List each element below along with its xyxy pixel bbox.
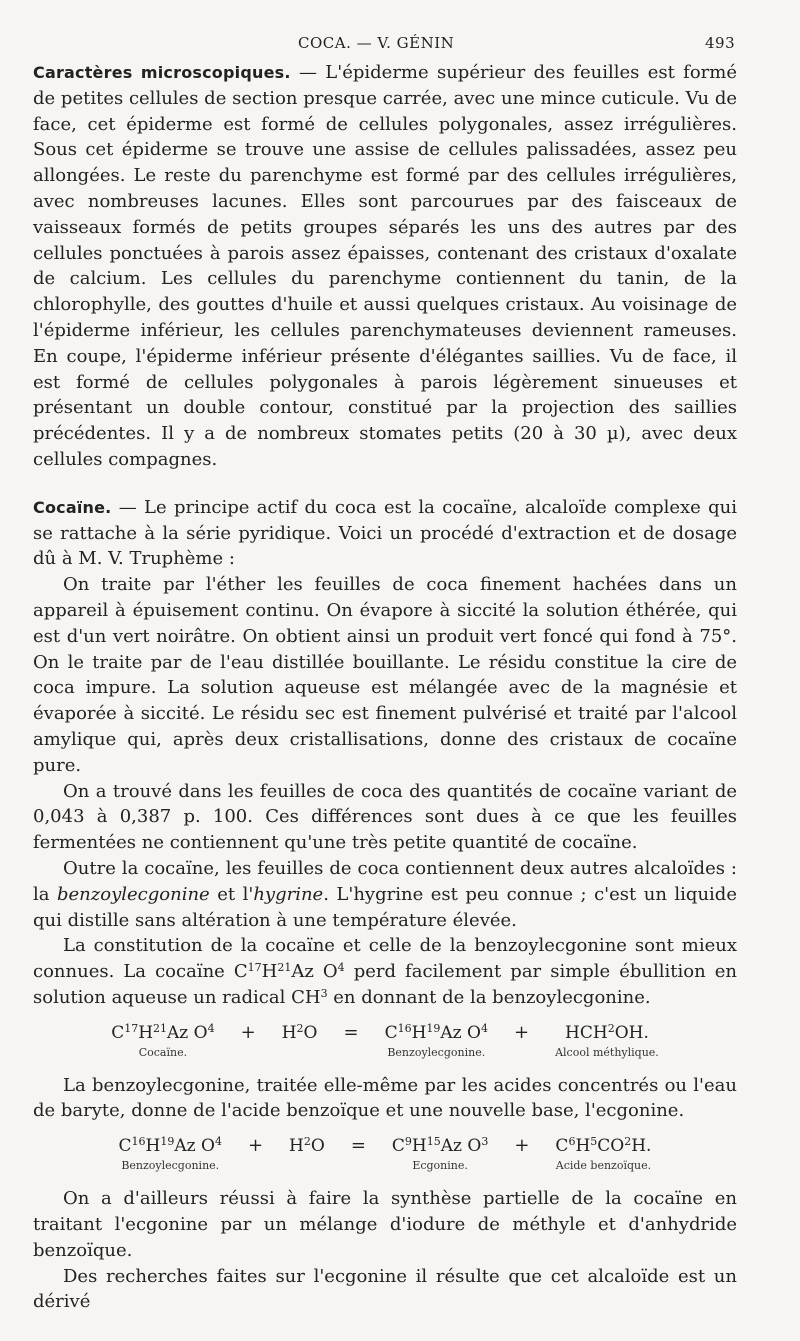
equation-term	[282, 1023, 318, 1061]
superscript: 21	[277, 961, 292, 975]
chemical-equation-1	[33, 1023, 737, 1061]
paragraph-constitution	[33, 933, 737, 1010]
formula-label: Alcool méthylique.	[555, 1045, 659, 1059]
formula: $C^6H^5CO^2H$.	[555, 1135, 652, 1157]
text-run: H	[261, 961, 278, 983]
plus-sign: +	[247, 1135, 264, 1157]
formula: $C^{16}H^{19}Az$ $O^4$	[118, 1135, 222, 1157]
equation-term	[392, 1136, 488, 1174]
section-heading-cocaine: Cocaïne.	[33, 497, 112, 517]
paragraph-cocaine-intro	[33, 495, 737, 572]
text-run: Az O	[291, 961, 338, 983]
formula: $H^2O$	[281, 1021, 318, 1043]
page-number: 493	[705, 34, 736, 52]
formula: $C^{16}H^{19}Az$ $O^4$	[384, 1021, 488, 1043]
formula: $C^{17}H^{21}Az$ $O^4$	[111, 1021, 215, 1043]
chemical-equation-2	[33, 1136, 737, 1174]
running-title: COCA. — V. GÉNIN	[298, 34, 455, 52]
formula-label: Benzoylecgonine.	[121, 1159, 220, 1173]
paragraph-benzoylecgonine: La benzoylecgonine, traitée elle-même par les acides concentrés ou l'eau de baryte, donne de l'acide benzoïque et une nouvelle base, l'ecgonine.	[33, 1074, 737, 1122]
plus-sign: +	[240, 1021, 256, 1043]
text-run: et l'	[209, 883, 254, 905]
text-run: Outre la cocaïne, les feuilles de coca contiennent deux autres alcaloïdes : la	[33, 857, 737, 905]
equals-sign: =	[350, 1135, 366, 1157]
formula: $H^2O$	[289, 1135, 325, 1157]
superscript: 17	[247, 961, 262, 975]
paragraph-extraction: On traite par l'éther les feuilles de coca finement hachées dans un appareil à épuisement continu. On évapore à siccité la solution éthérée, qui est d'un vert noirâtre. On obtient ainsi un produit vert foncé qui fond à 75°. On le traite par de l'eau distillée bouillante. Le résidu constitue la cire de coca impure. La solution aqueuse est mélangée avec de la magnésie et évaporée à siccité. Le résidu sec est finement pulvérisé et traité par l'alcool amylique qui, après deux cristallisations, donne des cristaux de cocaïne pure.	[33, 574, 737, 776]
equals-sign: =	[343, 1021, 359, 1043]
paragraph-text: — L'épiderme supérieur des feuilles est formé de petites cellules de section presque carrée, avec une mince cuticule. Vu de face, cet épiderme est formé de cellules polygonales, assez irrégulières. Sous cet épiderme se trouve une assise de cellules palissadées, assez peu allongées. Le reste du parenchyme est formé par des cellules irrégulières, avec nombreuses lacunes. Elles sont parcourues par des faisceaux de vaisseaux formés de petits groupes séparés les uns des autres par des cellules ponctuées à parois assez épaisses, contenant des cristaux d'oxalate de calcium. Les cellules du parenchyme contiennent du tanin, de la chlorophylle, des gouttes d'huile et aussi quelques cristaux. Au voisinage de l'épiderme inférieur, les cellules parenchymateuses deviennent rameuses. En coupe, l'épiderme inférieur présente d'élégantes saillies. Vu de face, il est formé de cellules polygonales à parois légèrement sinueuses et présentant un double contour, constitué par la projection des saillies précédentes. Il y a de nombreux stomates petits (20 à 30 µ), avec deux cellules compagnes.	[33, 62, 737, 470]
equation-term	[555, 1136, 651, 1174]
superscript: 3	[320, 986, 328, 1000]
paragraph-microscopic-characters	[33, 60, 737, 473]
page-body	[33, 60, 737, 1315]
superscript: 4	[337, 961, 345, 975]
plus-sign: +	[513, 1021, 530, 1043]
formula-label: Ecgonine.	[412, 1159, 468, 1173]
formula-label: Acide benzoïque.	[555, 1159, 652, 1173]
text-run: en donnant de la benzoylecgonine.	[327, 986, 651, 1008]
paragraph-synthesis: On a d'ailleurs réussi à faire la synthèse partielle de la cocaïne en traitant l'ecgonine par un mélange d'iodure de méthyle et d'anhydride benzoïque.	[33, 1188, 737, 1261]
paragraph-ecgonine-research: Des recherches faites sur l'ecgonine il résulte que cet alcaloïde est un dérivé	[33, 1265, 737, 1313]
formula-label: Cocaïne.	[138, 1045, 188, 1059]
paragraph-text: — Le principe actif du coca est la cocaïne, alcaloïde complexe qui se rattache à la série pyridique. Voici un procédé d'extraction et de dosage dû à M. V. Truphème :	[33, 496, 737, 570]
section-gap	[33, 473, 737, 495]
italic-term: benzoylecgonine	[57, 883, 210, 905]
formula: $C^9H^{15}Az$ $O^3$	[391, 1135, 489, 1157]
equation-term	[385, 1023, 488, 1061]
text-run: perd facilement par simple ébullition en solution aqueuse un radical CH	[33, 961, 737, 1008]
section-heading-microscopic: Caractères microscopiques.	[33, 63, 291, 82]
equation-term	[111, 1023, 214, 1061]
text-run: . L'hygrine est peu connue ; c'est un liquide qui distille sans altération à une température élevée.	[33, 883, 737, 931]
equation-term	[289, 1136, 325, 1174]
text-run: La constitution de la cocaïne et celle de la benzoylecgonine sont mieux connues. La cocaïne C	[33, 935, 737, 983]
paragraph-other-alkaloids	[33, 856, 737, 933]
equation-term	[119, 1136, 222, 1174]
formula: HCH$^2$OH.	[565, 1021, 649, 1043]
plus-sign: +	[514, 1135, 530, 1157]
equation-term	[555, 1023, 659, 1061]
running-header	[0, 34, 800, 54]
italic-term: hygrine	[253, 883, 324, 905]
formula-label: Benzoylecgonine.	[387, 1045, 486, 1059]
paragraph-quantities: On a trouvé dans les feuilles de coca des quantités de cocaïne variant de 0,043 à 0,387 p. 100. Ces différences sont dues à ce que les feuilles fermentées ne contiennent qu'une très petite quantité de cocaïne.	[33, 780, 737, 854]
